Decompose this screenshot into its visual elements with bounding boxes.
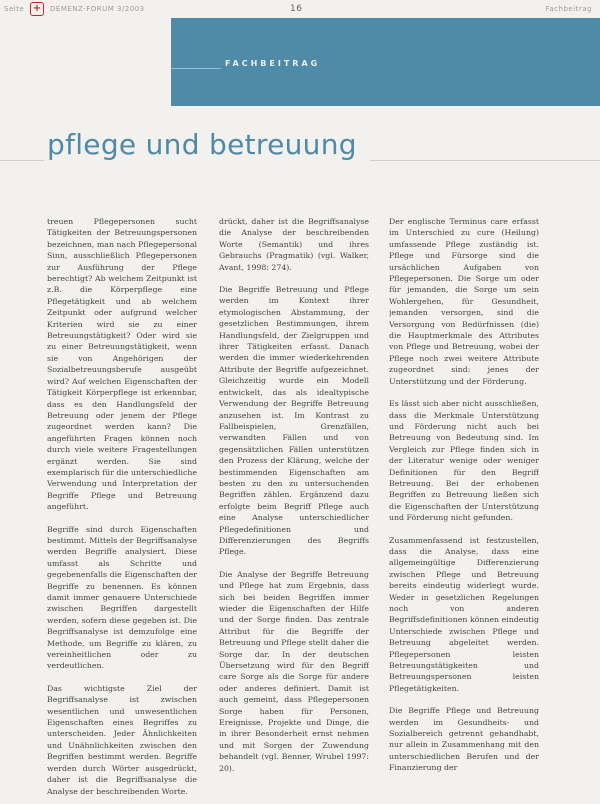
title-rule-right bbox=[370, 160, 600, 161]
paragraph: Der englische Terminus care erfasst im Unterschied zu cure (Heilung) umfassende Pflege zuständig ist. Pflege und Fürsorge sind die ursächlichen Aufgaben von Pflegepersonen. Die Sorge um oder für jemanden, die Sorge um sein Wohlergehen, für Gesundheit, jemanden versorgen, sind die Versorgung von Bedürfnissen (die) die Hauptmerkmale des Attributes von Pflege und Betreuung, wobei der Pflege noch zwei weitere Attribute zugeordnet sind: jenes der Unterstützung und der Förderung. bbox=[389, 217, 539, 386]
header-left-label: Seite bbox=[4, 5, 25, 13]
text-column-3 bbox=[389, 216, 539, 804]
header-right-label: Fachbeitrag bbox=[545, 5, 592, 13]
plus-logo-icon: + bbox=[30, 2, 44, 16]
paragraph: Es lässt sich aber nicht ausschließen, dass die Merkmale Unterstützung und Förderung nicht auch bei Betreuung von Bedeutung sind. Im Vergleich zur Pflege finden sich in der Literatur wenige oder weniger Definitionen für den Begriff Betreuung. Bei der erhobenen Begriffen zu Betreuung ließen sich die Eigenschaften der Unterstützung und Förderung nicht gefunden. bbox=[389, 399, 539, 523]
section-label: FACHBEITRAG bbox=[225, 59, 321, 68]
paragraph: drückt, daher ist die Begriffsanalyse die Analyse der beschreibenden Worte (Semantik) und ihres Gebrauchs (Pragmatik) (vgl. Walker, Avant, 1998: 274). bbox=[219, 217, 369, 272]
page-number: 16 bbox=[290, 4, 303, 14]
text-column-2 bbox=[219, 216, 369, 804]
paragraph: treuen Pflegepersonen sucht Tätigkeiten der Betreuungspersonen bezeichnen, man nach Pflegepersonal Sinn, ausschließlich Pflegepersonen zur Ausführung der Pflege berechtigt? Ab welchem Zeitpunkt ist z.B. die Körperpflege eine Pflegetätigkeit und ab welchem Zeitpunkt oder aufgrund welcher Kriterien wird sie zu einer Betreuungstätigkeit? Oder wird sie zu einer Betreuungstätigkeit, wenn sie von Angehörigen der Sozialbetreuungsberufe ausgeübt wird? Auf welchen Eigenschaften der Tätigkeit Körperpflege ist erkennbar, dass es den Handlungsfeld der Betreuung oder jenem der Pflege zugeordnet werden kann? Die angeführten Fragen können noch durch viele weitere Fragestellungen ergänzt werden. Sie sind exemplarisch für die unterschiedliche Verwendung und Interpretation der Begriffe Pflege und Betreuung angeführt. bbox=[47, 217, 197, 512]
text-column-1 bbox=[47, 216, 197, 804]
banner-divider bbox=[171, 68, 221, 69]
paragraph: Das wichtigste Ziel der Begriffsanalyse ist zwischen wesentlichen und unwesentlichen Eigenschaften eines Begriffes zu unterscheiden. Jeder Ähnlichkeiten und Unähnlichkeiten zwischen den Begriffen bestimmt werden. Begriffe werden durch Wörter ausgedrückt, daher ist die Begriffsanalyse die Analyse der beschreibenden Worte. bbox=[47, 683, 197, 796]
journal-title: DEMENZ-FORUM 3/2003 bbox=[50, 5, 145, 13]
title-rule-left bbox=[0, 160, 44, 161]
paragraph: Die Begriffe Betreuung und Pflege werden im Kontext ihrer etymologischen Abstammung, der gesetzlichen Bestimmungen, ihrem Handlungsfeld, der Zielgruppen und ihrer Tätigkeiten erfasst. Danach werden die immer wiederkehrenden Attribute der Begriffe aufgezeichnet. Gleichzeitig wurde ein Modell entwickelt, das als idealtypische Verwendung der Begriffe Betreuung anzusehen ist. Im Kontrast zu Fallbeispielen, Grenzfällen, verwandten Fällen und von gegensätzlichen Fällen unterstützen den Prozess der Klärung, welche der bestimmenden Eigenschaften am besten zu den zu untersuchenden Begriffen zählen. Ergänzend dazu erfolgte beim Begriff Pflege auch eine Analyse unterschiedlicher Pflegedefinitionen und Differenzierungen des Begriffs Pflege. bbox=[219, 285, 369, 557]
article-title: pflege und betreuung bbox=[47, 128, 357, 161]
paragraph: Begriffe sind durch Eigenschaften bestimmt. Mittels der Begriffsanalyse werden Begriffe analysiert. Diese umfasst als Schritte und gegebenenfalls die Eigenschaften der Begriffe zu benennen. Es können damit immer genauere Unterschiede zwischen Begriffen dargestellt werden, sofern diese gegeben ist. Die Begriffsanalyse ist demzufolge eine Methode, um Begriffe zu klären, zu vereinheitlichen oder zu verdeutlichen. bbox=[47, 524, 197, 671]
paragraph: Die Analyse der Begriffe Betreuung und Pflege hat zum Ergebnis, dass sich bei beiden Begriffen immer wieder die Eigenschaften der Hilfe und der Sorge finden. Das zentrale Attribut für die Begriffe der Betreuung und Pflege stellt daher die Sorge dar. In der deutschen Übersetzung wird für den Begriff care Sorge als die Sorge für andere oder anderes definiert. Damit ist auch gemeint, dass Pflegepersonen Sorge haben für Personen, Ereignisse, Projekte und Dinge, die in ihrer Besonderheit ernst nehmen und mit Sorgen der Zuwendung behandelt (vgl. Benner, Wrubel 1997: 20). bbox=[219, 569, 369, 773]
paragraph: Die Begriffe Pflege und Betreuung werden im Gesundheits- und Sozialbereich getrennt gehandhabt, nur allein in Zusammenhang mit den unterschiedlichen Berufen und der Finanzierung der bbox=[389, 706, 539, 773]
paragraph: Zusammenfassend ist festzustellen, dass die Analyse, dass eine allgemeingültige Differenzierung zwischen Pflege und Betreuung bereits eindeutig widerlegt wurde. Weder in gesetzlichen Regelungen noch von anderen Begriffsdefinitionen können eindeutig Unterschiede zwischen Pflege und Betreuung abgeleitet werden. Pflegepersonen leisten Betreuungstätigkeiten und Betreuungspersonen leisten Pflegetätigkeiten. bbox=[389, 535, 539, 693]
